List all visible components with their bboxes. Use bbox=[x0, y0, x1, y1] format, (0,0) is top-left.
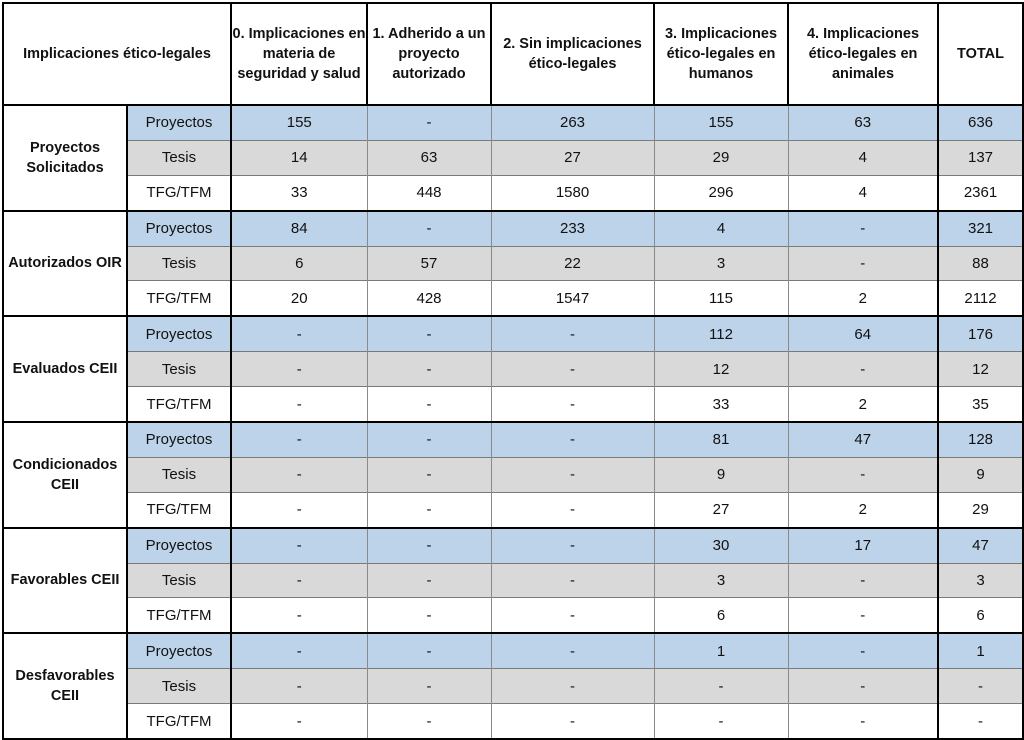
table-cell: - bbox=[788, 352, 938, 387]
table-cell: - bbox=[788, 246, 938, 281]
table-cell: 2 bbox=[788, 281, 938, 316]
row-type-label: Tesis bbox=[127, 457, 231, 492]
table-cell: 1 bbox=[654, 633, 788, 668]
table-cell: - bbox=[367, 105, 491, 140]
group-label: Desfavorables CEII bbox=[3, 633, 127, 739]
row-type-label: Proyectos bbox=[127, 633, 231, 668]
header-row bbox=[3, 3, 1023, 105]
table-cell: 3 bbox=[654, 246, 788, 281]
total-cell: 321 bbox=[938, 211, 1023, 246]
table-cell: 6 bbox=[231, 246, 367, 281]
row-type-label: Proyectos bbox=[127, 316, 231, 351]
group-label: Evaluados CEII bbox=[3, 316, 127, 422]
table-cell: - bbox=[491, 528, 654, 563]
total-cell: 47 bbox=[938, 528, 1023, 563]
total-cell: 88 bbox=[938, 246, 1023, 281]
table-row bbox=[3, 105, 1023, 140]
table-cell: - bbox=[231, 563, 367, 598]
group-label: Proyectos Solicitados bbox=[3, 105, 127, 211]
table-cell: 155 bbox=[231, 105, 367, 140]
column-header: 2. Sin implicaciones ético-legales bbox=[491, 3, 654, 105]
table-cell: 115 bbox=[654, 281, 788, 316]
table-row bbox=[3, 598, 1023, 633]
table-cell: - bbox=[231, 492, 367, 527]
table-cell: 6 bbox=[654, 598, 788, 633]
total-cell: 2361 bbox=[938, 175, 1023, 210]
table-row bbox=[3, 492, 1023, 527]
table-cell: - bbox=[491, 316, 654, 351]
table-cell: - bbox=[231, 422, 367, 457]
row-type-label: Tesis bbox=[127, 140, 231, 175]
row-type-label: TFG/TFM bbox=[127, 175, 231, 210]
ethics-legal-table bbox=[2, 2, 1024, 740]
table-cell: - bbox=[367, 422, 491, 457]
table-cell: - bbox=[367, 704, 491, 739]
row-type-label: Tesis bbox=[127, 669, 231, 704]
table-row bbox=[3, 352, 1023, 387]
table-cell: - bbox=[491, 669, 654, 704]
table-row bbox=[3, 563, 1023, 598]
table-cell: 64 bbox=[788, 316, 938, 351]
row-type-label: TFG/TFM bbox=[127, 281, 231, 316]
total-cell: 137 bbox=[938, 140, 1023, 175]
table-cell: - bbox=[788, 633, 938, 668]
table-cell: 57 bbox=[367, 246, 491, 281]
table-row bbox=[3, 211, 1023, 246]
table-cell: - bbox=[788, 598, 938, 633]
table-cell: 233 bbox=[491, 211, 654, 246]
table-row bbox=[3, 704, 1023, 739]
table-cell: 1580 bbox=[491, 175, 654, 210]
table-row bbox=[3, 316, 1023, 351]
table-row bbox=[3, 528, 1023, 563]
table-cell: - bbox=[788, 669, 938, 704]
table-cell: - bbox=[367, 352, 491, 387]
total-cell: 12 bbox=[938, 352, 1023, 387]
table-cell: - bbox=[231, 528, 367, 563]
table-cell: 12 bbox=[654, 352, 788, 387]
table-cell: 22 bbox=[491, 246, 654, 281]
table-cell: 9 bbox=[654, 457, 788, 492]
group-label: Condicionados CEII bbox=[3, 422, 127, 528]
column-header: 1. Adherido a un proyecto autorizado bbox=[367, 3, 491, 105]
table-row bbox=[3, 457, 1023, 492]
table-cell: - bbox=[231, 352, 367, 387]
header-corner-label: Implicaciones ético-legales bbox=[3, 3, 231, 105]
table-cell: 4 bbox=[788, 140, 938, 175]
table-cell: - bbox=[654, 669, 788, 704]
table-row bbox=[3, 281, 1023, 316]
row-type-label: Tesis bbox=[127, 563, 231, 598]
table-cell: - bbox=[491, 352, 654, 387]
column-header: 3. Implicaciones ético-legales en humanos bbox=[654, 3, 788, 105]
table-cell: - bbox=[491, 563, 654, 598]
row-type-label: Proyectos bbox=[127, 211, 231, 246]
table-cell: 63 bbox=[367, 140, 491, 175]
table-cell: 27 bbox=[654, 492, 788, 527]
table-cell: - bbox=[367, 528, 491, 563]
table-cell: - bbox=[491, 457, 654, 492]
table-cell: 3 bbox=[654, 563, 788, 598]
table-cell: - bbox=[788, 457, 938, 492]
total-cell: 636 bbox=[938, 105, 1023, 140]
total-cell: 9 bbox=[938, 457, 1023, 492]
table-cell: 2 bbox=[788, 492, 938, 527]
table-cell: 448 bbox=[367, 175, 491, 210]
table-cell: - bbox=[367, 633, 491, 668]
table-cell: 63 bbox=[788, 105, 938, 140]
total-cell: - bbox=[938, 704, 1023, 739]
table-cell: - bbox=[231, 457, 367, 492]
table-cell: 17 bbox=[788, 528, 938, 563]
table-row bbox=[3, 246, 1023, 281]
total-cell: 35 bbox=[938, 387, 1023, 422]
table-cell: - bbox=[231, 704, 367, 739]
table-cell: 2 bbox=[788, 387, 938, 422]
row-type-label: Tesis bbox=[127, 352, 231, 387]
table-cell: - bbox=[367, 457, 491, 492]
row-type-label: Proyectos bbox=[127, 105, 231, 140]
table-cell: - bbox=[367, 492, 491, 527]
table-cell: 112 bbox=[654, 316, 788, 351]
row-type-label: TFG/TFM bbox=[127, 387, 231, 422]
total-cell: 6 bbox=[938, 598, 1023, 633]
group-label: Autorizados OIR bbox=[3, 211, 127, 317]
total-cell: - bbox=[938, 669, 1023, 704]
table-cell: 428 bbox=[367, 281, 491, 316]
group-label: Favorables CEII bbox=[3, 528, 127, 634]
row-type-label: Proyectos bbox=[127, 528, 231, 563]
column-header: 0. Implicaciones en materia de seguridad y salud bbox=[231, 3, 367, 105]
table-cell: - bbox=[491, 492, 654, 527]
table-cell: 155 bbox=[654, 105, 788, 140]
total-column-header: TOTAL bbox=[938, 3, 1023, 105]
total-cell: 176 bbox=[938, 316, 1023, 351]
table-cell: - bbox=[367, 211, 491, 246]
table-cell: - bbox=[231, 316, 367, 351]
table-cell: 1547 bbox=[491, 281, 654, 316]
table-cell: - bbox=[231, 669, 367, 704]
table-cell: - bbox=[491, 598, 654, 633]
total-cell: 128 bbox=[938, 422, 1023, 457]
table-header bbox=[3, 3, 1023, 105]
table-cell: - bbox=[367, 563, 491, 598]
table-cell: - bbox=[491, 633, 654, 668]
table-cell: 33 bbox=[654, 387, 788, 422]
row-type-label: TFG/TFM bbox=[127, 704, 231, 739]
table-row bbox=[3, 175, 1023, 210]
row-type-label: Proyectos bbox=[127, 422, 231, 457]
table-cell: 84 bbox=[231, 211, 367, 246]
table-cell: - bbox=[788, 563, 938, 598]
table-cell: - bbox=[231, 598, 367, 633]
table-cell: 14 bbox=[231, 140, 367, 175]
table-cell: 29 bbox=[654, 140, 788, 175]
table-cell: - bbox=[367, 598, 491, 633]
table-cell: - bbox=[491, 387, 654, 422]
column-header: 4. Implicaciones ético-legales en animales bbox=[788, 3, 938, 105]
row-type-label: Tesis bbox=[127, 246, 231, 281]
table-cell: 4 bbox=[788, 175, 938, 210]
table-row bbox=[3, 422, 1023, 457]
table-cell: 81 bbox=[654, 422, 788, 457]
table-cell: - bbox=[367, 387, 491, 422]
table-cell: - bbox=[231, 387, 367, 422]
total-cell: 2112 bbox=[938, 281, 1023, 316]
table-cell: 4 bbox=[654, 211, 788, 246]
table-cell: - bbox=[367, 316, 491, 351]
table-cell: - bbox=[654, 704, 788, 739]
table-cell: 20 bbox=[231, 281, 367, 316]
total-cell: 29 bbox=[938, 492, 1023, 527]
table-body bbox=[3, 105, 1023, 739]
total-cell: 1 bbox=[938, 633, 1023, 668]
table-row bbox=[3, 387, 1023, 422]
table-cell: 47 bbox=[788, 422, 938, 457]
table-cell: - bbox=[491, 704, 654, 739]
table-row bbox=[3, 633, 1023, 668]
table-cell: 30 bbox=[654, 528, 788, 563]
table-cell: - bbox=[491, 422, 654, 457]
total-cell: 3 bbox=[938, 563, 1023, 598]
table-cell: - bbox=[231, 633, 367, 668]
table-row bbox=[3, 669, 1023, 704]
row-type-label: TFG/TFM bbox=[127, 492, 231, 527]
table-cell: 27 bbox=[491, 140, 654, 175]
table-cell: - bbox=[788, 704, 938, 739]
table-cell: 33 bbox=[231, 175, 367, 210]
table-cell: - bbox=[788, 211, 938, 246]
table-cell: - bbox=[367, 669, 491, 704]
row-type-label: TFG/TFM bbox=[127, 598, 231, 633]
table-row bbox=[3, 140, 1023, 175]
table-cell: 263 bbox=[491, 105, 654, 140]
table-cell: 296 bbox=[654, 175, 788, 210]
